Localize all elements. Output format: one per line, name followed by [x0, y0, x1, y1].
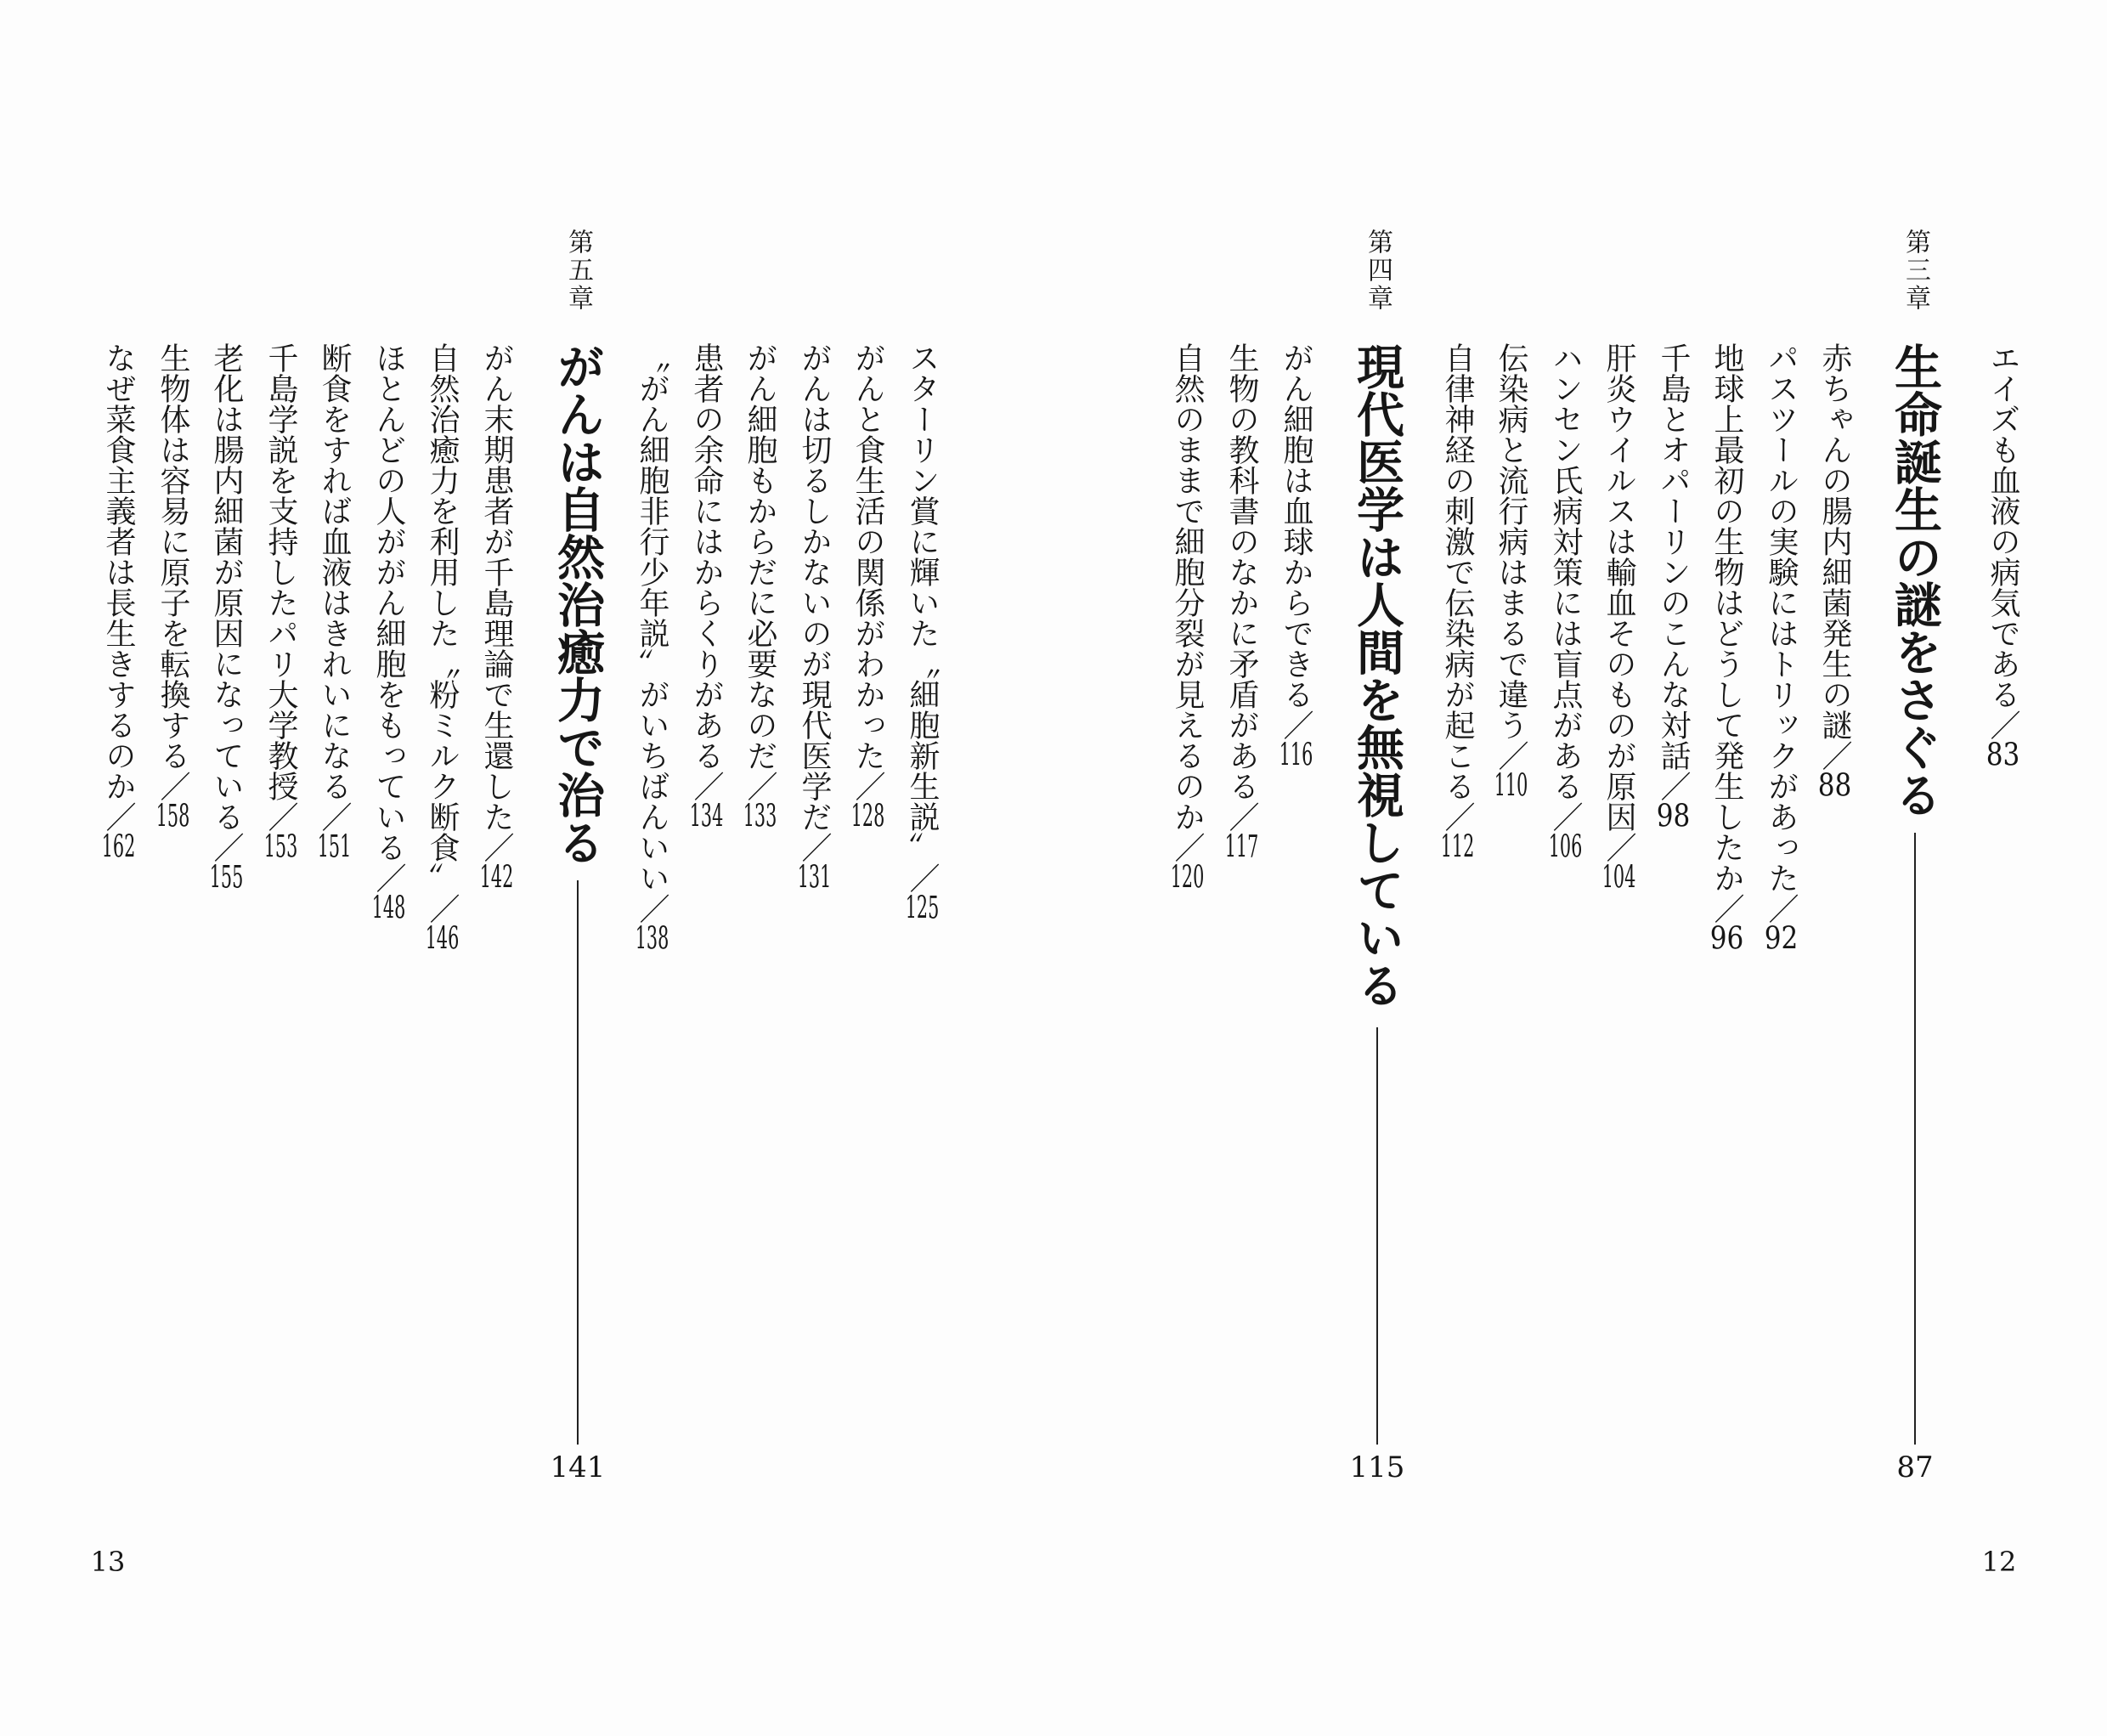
toc-entry — [101, 342, 136, 862]
toc-entry — [373, 342, 404, 924]
chapter-title-rule — [577, 880, 579, 1445]
entry-separator: ／ — [905, 862, 940, 893]
toc-entry — [1495, 342, 1526, 801]
entry-separator: ／ — [797, 832, 832, 862]
entry-separator: ／ — [1986, 710, 2020, 740]
chapter-label: 第四章 — [1363, 229, 1392, 313]
entry-title: 赤ちゃんの腸内細菌発生の謎 — [1817, 342, 1852, 740]
entry-page-number: 83 — [1986, 740, 2020, 771]
toc-entry — [852, 342, 883, 832]
entry-page-number: 128 — [850, 801, 885, 832]
entry-title: 自然治癒力を利用した〝粉ミルク断食〟 — [425, 342, 460, 893]
entry-page-number: 146 — [425, 924, 460, 954]
toc-entry — [425, 342, 460, 954]
entry-page-number: 112 — [1440, 832, 1475, 862]
entry-page-number: 142 — [479, 862, 514, 893]
toc-entry — [1170, 342, 1205, 893]
entry-separator: ／ — [155, 771, 190, 801]
toc-entry — [1819, 342, 1850, 801]
entry-page-number: 110 — [1494, 771, 1528, 801]
chapter-page-number: 87 — [1896, 1450, 1934, 1484]
entry-title: 生物の教科書のなかに矛盾がある — [1224, 342, 1259, 801]
entry-title: がん細胞もからだに必要なのだ — [743, 342, 777, 771]
entry-title: 千島とオパーリンのこんな対話 — [1656, 342, 1691, 771]
entry-page-number: 162 — [101, 832, 136, 862]
chapter-label: 第五章 — [563, 229, 593, 313]
chapter-title: がんは自然治癒力で治る — [550, 342, 606, 866]
toc-entry — [636, 342, 667, 954]
entry-title: スターリン賞に輝いた〝細胞新生説〟 — [905, 342, 940, 862]
entry-page-number: 148 — [371, 893, 406, 924]
toc-entry — [265, 342, 296, 862]
entry-title: 肝炎ウイルスは輸血そのものが原因 — [1601, 342, 1636, 832]
toc-entry — [744, 342, 775, 832]
entry-separator: ／ — [317, 801, 352, 832]
toc-entry — [209, 342, 244, 893]
entry-separator: ／ — [743, 771, 777, 801]
toc-entry — [1603, 342, 1634, 893]
toc-entry — [1711, 342, 1742, 954]
entry-title: 老化は腸内細菌が原因になっている — [209, 342, 244, 832]
entry-title: 患者の余命にはからくりがある — [689, 342, 724, 771]
entry-separator: ／ — [1548, 801, 1583, 832]
entry-separator: ／ — [635, 893, 669, 924]
entry-title: がん末期患者が千島理論で生還した — [479, 342, 514, 832]
toc-entry — [1280, 342, 1311, 771]
entry-title: がんは切るしかないのが現代医学だ — [797, 342, 832, 832]
entry-title: がんと食生活の関係がわかった — [850, 342, 885, 771]
entry-page-number: 125 — [905, 893, 940, 924]
entry-separator: ／ — [209, 832, 244, 862]
entry-page-number: 131 — [797, 862, 832, 893]
toc-entry — [905, 342, 940, 924]
entry-separator: ／ — [1440, 801, 1475, 832]
entry-separator: ／ — [689, 771, 724, 801]
entry-page-number: 133 — [743, 801, 777, 832]
entry-title: 断食をすれば血液はきれいになる — [317, 342, 352, 801]
entry-separator: ／ — [1656, 771, 1691, 801]
entry-separator: ／ — [425, 893, 460, 924]
toc-entry — [1548, 342, 1583, 862]
entry-title: 千島学説を支持したパリ大学教授 — [263, 342, 298, 801]
toc-entry — [797, 342, 832, 893]
page-number: 12 — [1981, 1546, 2017, 1578]
entry-page-number: 120 — [1170, 862, 1205, 893]
entry-separator: ／ — [263, 801, 298, 832]
entry-title: なぜ菜食主義者は長生きするのか — [101, 342, 136, 801]
entry-page-number: 116 — [1279, 740, 1313, 771]
entry-page-number: 117 — [1224, 832, 1259, 862]
entry-page-number: 106 — [1548, 832, 1583, 862]
entry-page-number: 151 — [317, 832, 352, 862]
entry-title: 自律神経の刺激で伝染病が起こる — [1440, 342, 1475, 801]
entry-page-number: 96 — [1709, 924, 1744, 954]
entry-page-number: 138 — [635, 924, 669, 954]
entry-page-number: 88 — [1817, 771, 1852, 801]
entry-separator: ／ — [1709, 893, 1744, 924]
entry-title: パスツールの実験にはトリックがあった — [1764, 342, 1799, 893]
entry-separator: ／ — [1170, 832, 1205, 862]
entry-page-number: 158 — [155, 801, 190, 832]
chapter-page-number: 141 — [550, 1450, 606, 1484]
entry-title: エイズも血液の病気である — [1986, 342, 2020, 710]
toc-entry — [479, 342, 514, 893]
chapter-title-rule — [1376, 1027, 1378, 1445]
toc-entry — [689, 342, 724, 832]
entry-separator: ／ — [1764, 893, 1799, 924]
entry-title: ほとんどの人ががん細胞をもっている — [371, 342, 406, 862]
chapter-title: 現代医学は人間を無視している — [1349, 342, 1405, 1009]
toc-entry — [317, 342, 352, 862]
chapter-title-rule — [1914, 833, 1916, 1445]
entry-page-number: 104 — [1601, 862, 1636, 893]
chapter-page-number: 115 — [1349, 1450, 1405, 1484]
entry-separator: ／ — [850, 771, 885, 801]
entry-title: 〝がん細胞非行少年説〟がいちばんいい — [635, 342, 669, 893]
chapter-title: 生命誕生の謎をさぐる — [1887, 342, 1943, 818]
entry-title: 生物体は容易に原子を転換する — [155, 342, 190, 771]
entry-page-number: 98 — [1656, 801, 1691, 832]
entry-separator: ／ — [1601, 832, 1636, 862]
toc-entry — [1764, 342, 1799, 954]
toc-entry — [1440, 342, 1475, 862]
entry-page-number: 155 — [209, 862, 244, 893]
entry-separator: ／ — [1224, 801, 1259, 832]
entry-title: ハンセン氏病対策には盲点がある — [1548, 342, 1583, 801]
entry-title: がん細胞は血球からできる — [1279, 342, 1313, 710]
entry-separator: ／ — [1494, 740, 1528, 771]
page-number: 13 — [90, 1546, 126, 1578]
toc-entry — [1987, 342, 2018, 771]
entry-title: 自然のままで細胞分裂が見えるのか — [1170, 342, 1205, 832]
entry-separator: ／ — [479, 832, 514, 862]
toc-entry — [157, 342, 188, 832]
entry-page-number: 92 — [1764, 924, 1799, 954]
entry-title: 地球上最初の生物はどうして発生したか — [1709, 342, 1744, 893]
toc-entry — [1656, 342, 1691, 832]
entry-page-number: 134 — [689, 801, 724, 832]
chapter-label: 第三章 — [1901, 229, 1930, 313]
toc-entry — [1226, 342, 1257, 862]
entry-separator: ／ — [101, 801, 136, 832]
entry-separator: ／ — [371, 862, 406, 893]
entry-page-number: 153 — [263, 832, 298, 862]
entry-title: 伝染病と流行病はまるで違う — [1494, 342, 1528, 740]
entry-separator: ／ — [1279, 710, 1313, 740]
entry-separator: ／ — [1817, 740, 1852, 771]
